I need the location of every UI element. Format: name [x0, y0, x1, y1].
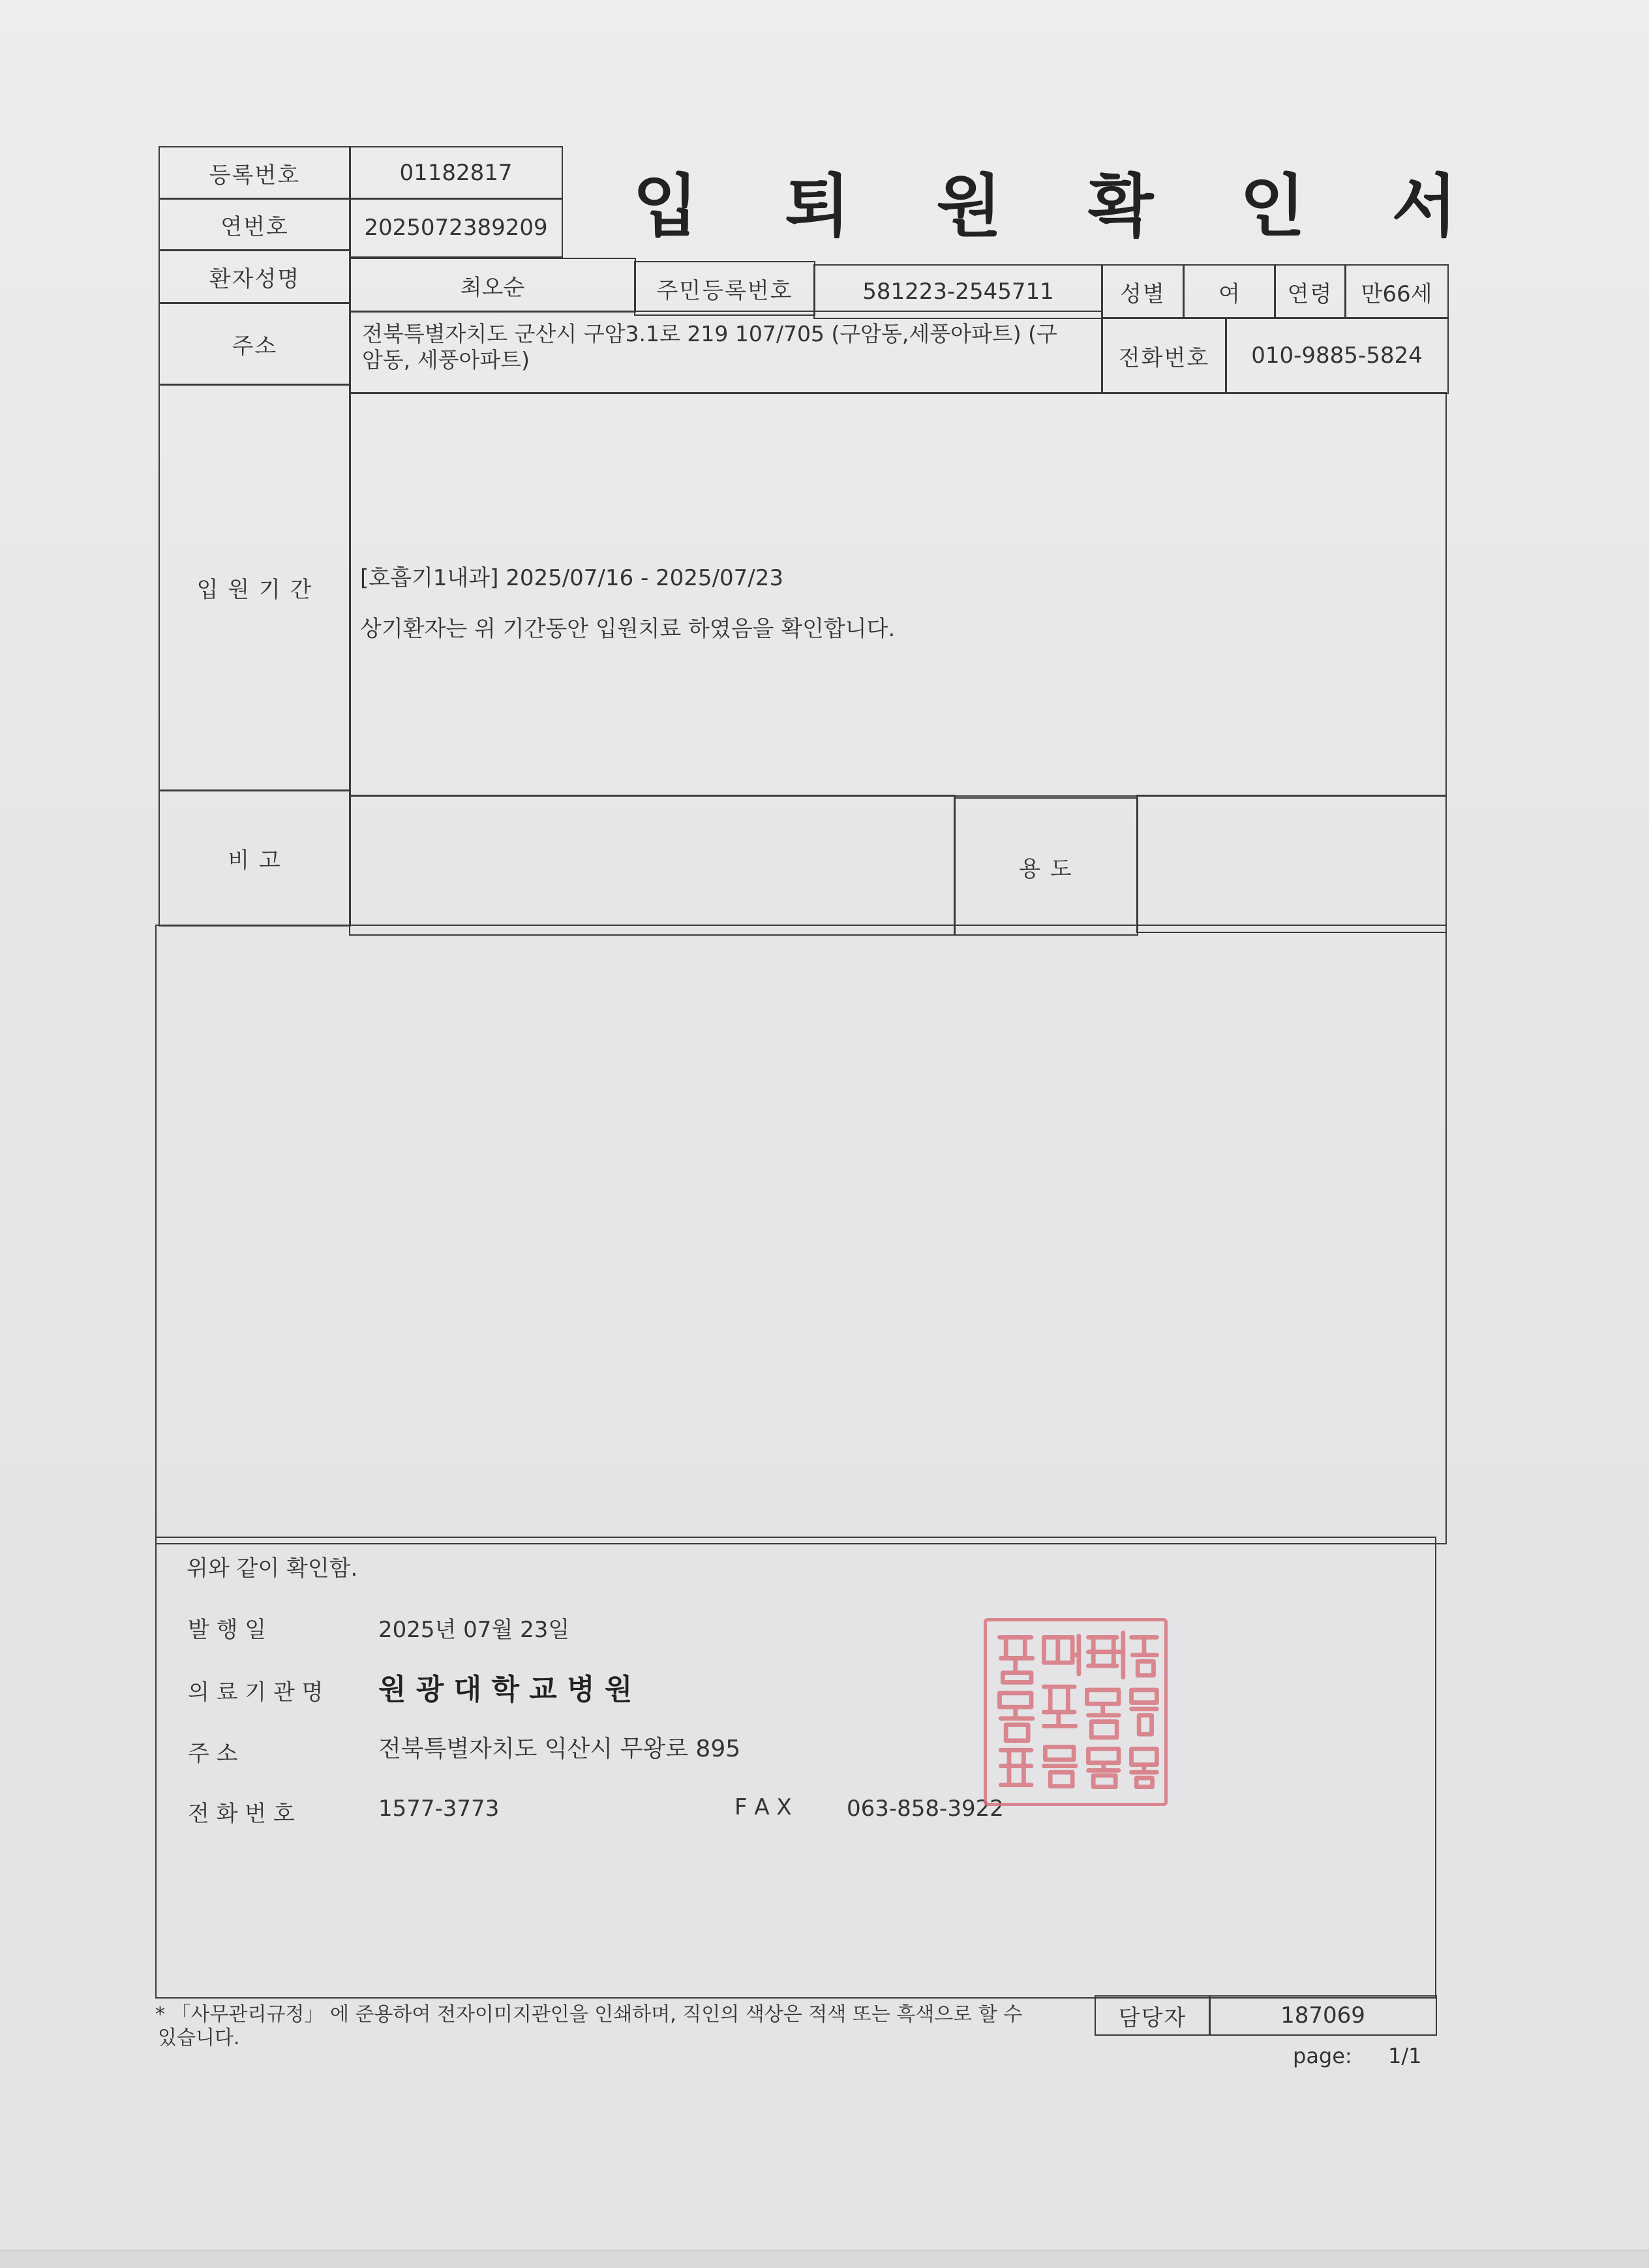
- purpose-label: 용 도: [954, 797, 1138, 936]
- confirm-text: 위와 같이 확인함.: [187, 1555, 358, 1582]
- address-label: 주소: [159, 302, 351, 386]
- institution-label: 의 료 기 관 명: [188, 1679, 324, 1706]
- institution-name: 원 광 대 학 교 병 원: [378, 1673, 633, 1706]
- inst-address-value: 전북특별자치도 익산시 무왕로 895: [378, 1736, 741, 1762]
- blank-area: [155, 925, 1447, 1544]
- inst-phone-label: 전 화 번 호: [188, 1801, 295, 1827]
- page-value: 1/1: [1388, 2044, 1422, 2068]
- admission-label: 입 원 기 간: [159, 384, 351, 791]
- staff-label: 담당자: [1095, 1995, 1211, 2036]
- issue-date-value: 2025년 07월 23일: [378, 1617, 570, 1643]
- phone-label: 전화번호: [1101, 317, 1227, 394]
- remarks-value: [349, 795, 956, 936]
- purpose-value: [1136, 795, 1447, 933]
- remarks-label: 비 고: [159, 789, 351, 927]
- address-line-2: 암동, 세풍아파트): [362, 347, 530, 373]
- admission-period: [호흡기1내과] 2025/07/16 - 2025/07/23: [360, 565, 784, 591]
- official-seal: [984, 1618, 1168, 1806]
- address-value: [349, 311, 1103, 394]
- serial-no-label: 연번호: [159, 198, 351, 251]
- registration-no-value: 01182817: [349, 146, 563, 200]
- resident-no-label: 주민등록번호: [634, 261, 815, 316]
- page-label: page:: [1293, 2044, 1352, 2068]
- serial-no-value: 2025072389209: [349, 198, 563, 258]
- patient-name-label: 환자성명: [159, 249, 351, 304]
- sex-value: 여: [1183, 264, 1276, 319]
- document-title: 입 퇴 원 확 인 서: [633, 166, 1489, 246]
- notice-line-1: * 「사무관리규정」 에 준용하여 전자이미지관인을 인쇄하며, 직인의 색상은 적색 또는 흑색으로 할 수: [155, 2003, 1023, 2026]
- sex-label: 성별: [1101, 264, 1185, 319]
- address-line-1: 전북특별자치도 군산시 구암3.1로 219 107/705 (구암동,세풍아파트) (구: [362, 321, 1057, 346]
- issue-date-label: 발 행 일: [188, 1617, 267, 1643]
- confirmation-block: [155, 1537, 1436, 1999]
- seal-graphic: [987, 1621, 1164, 1803]
- staff-id: 187069: [1209, 1995, 1437, 2036]
- resident-no-value: 581223-2545711: [813, 264, 1103, 319]
- inst-address-label: 주 소: [188, 1741, 238, 1767]
- admission-content: [349, 392, 1447, 797]
- age-label: 연령: [1274, 264, 1346, 319]
- registration-no-label: 등록번호: [159, 146, 351, 200]
- age-value: 만66세: [1344, 264, 1449, 319]
- phone-value: 010-9885-5824: [1225, 317, 1449, 394]
- paper-edge: [0, 2250, 1649, 2268]
- inst-phone-value: 1577-3773: [378, 1796, 500, 1822]
- notice-line-2: 있습니다.: [158, 2027, 240, 2049]
- admission-statement: 상기환자는 위 기간동안 입원치료 하였음을 확인합니다.: [360, 616, 896, 642]
- fax-label: F A X: [734, 1794, 792, 1820]
- fax-value: 063-858-3922: [847, 1796, 1004, 1822]
- patient-name-value: 최오순: [349, 258, 636, 313]
